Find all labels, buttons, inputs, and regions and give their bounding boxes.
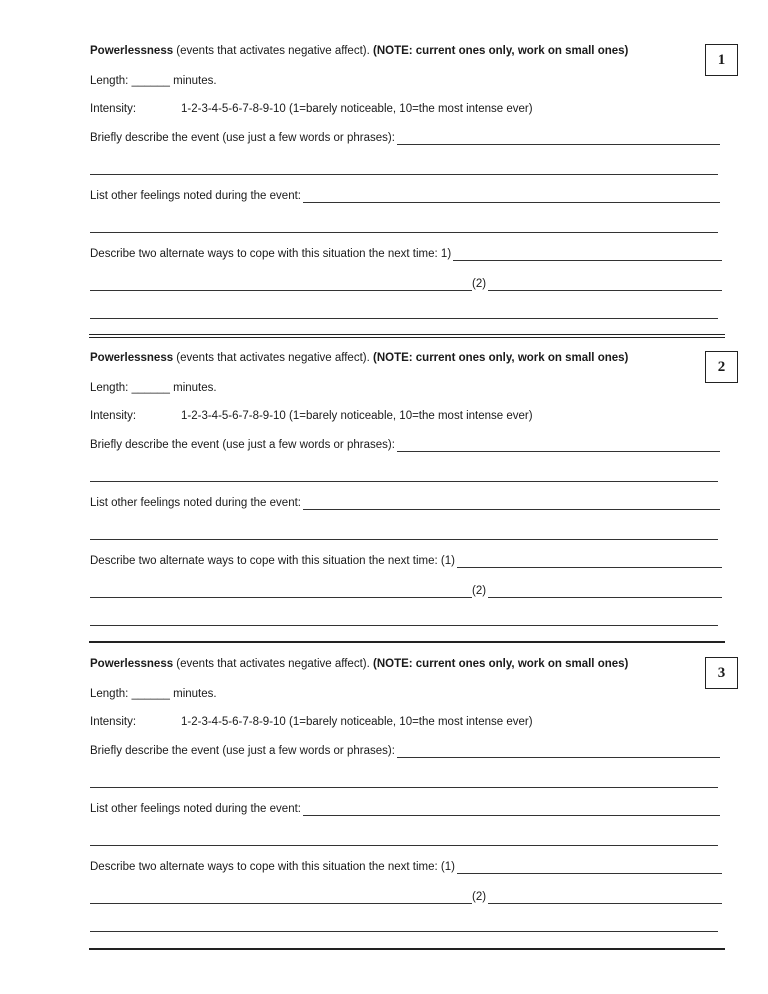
heading-description: (events that activates negative affect). xyxy=(173,45,373,57)
feelings-field[interactable] xyxy=(303,191,720,203)
cope-prompt: Describe two alternate ways to cope with this situation the next time: 1) xyxy=(90,248,452,260)
feelings-field[interactable] xyxy=(303,804,720,816)
section-number-box: 1 xyxy=(705,44,738,76)
feelings-field-line-2[interactable] xyxy=(90,539,718,540)
cope-field-2[interactable] xyxy=(488,892,722,904)
describe-event-field[interactable] xyxy=(397,440,720,452)
event-section-2 xyxy=(90,343,725,643)
length-field[interactable]: Length: ______ minutes. xyxy=(90,688,217,700)
describe-event-field[interactable] xyxy=(397,133,720,145)
intensity-scale[interactable]: 1-2-3-4-5-6-7-8-9-10 (1=barely noticeable, 10=the most intense ever) xyxy=(181,716,533,728)
intensity-row xyxy=(90,715,533,729)
section-heading xyxy=(90,351,628,365)
cope-field-2-line-2[interactable] xyxy=(90,318,718,319)
intensity-label: Intensity: xyxy=(90,410,137,422)
section-divider xyxy=(89,334,725,338)
event-section-1 xyxy=(90,36,725,336)
cope-field-2[interactable] xyxy=(488,279,722,291)
cope-row xyxy=(90,247,722,261)
cope-prompt: Describe two alternate ways to cope with this situation the next time: (1) xyxy=(90,861,455,873)
describe-event-prompt: Briefly describe the event (use just a few words or phrases): xyxy=(90,745,395,757)
section-divider xyxy=(89,948,725,950)
cope-row xyxy=(90,554,722,568)
feelings-field-line-2[interactable] xyxy=(90,232,718,233)
section-number-box: 2 xyxy=(705,351,738,383)
intensity-row xyxy=(90,409,533,423)
cope-field-2-line-2[interactable] xyxy=(90,931,718,932)
heading-title: Powerlessness xyxy=(90,45,174,57)
section-heading xyxy=(90,657,628,671)
describe-event-prompt: Briefly describe the event (use just a few words or phrases): xyxy=(90,439,395,451)
describe-event-row xyxy=(90,131,720,145)
heading-title: Powerlessness xyxy=(90,352,174,364)
cope-field-1[interactable] xyxy=(453,249,722,261)
cope-field-2[interactable] xyxy=(488,586,722,598)
length-field[interactable]: Length: ______ minutes. xyxy=(90,75,217,87)
heading-note: (NOTE: current ones only, work on small ones) xyxy=(372,352,629,364)
cope-field-1-line-2[interactable] xyxy=(90,586,472,598)
intensity-label: Intensity: xyxy=(90,716,137,728)
feelings-prompt: List other feelings noted during the event: xyxy=(90,803,301,815)
cope-field-1-line-2[interactable] xyxy=(90,892,472,904)
cope-field-1-line-2[interactable] xyxy=(90,279,472,291)
cope-field-2-line-2[interactable] xyxy=(90,625,718,626)
length-field[interactable]: Length: ______ minutes. xyxy=(90,382,217,394)
describe-event-field-line-2[interactable] xyxy=(90,787,718,788)
cope-row-2 xyxy=(90,277,722,291)
intensity-scale[interactable]: 1-2-3-4-5-6-7-8-9-10 (1=barely noticeable, 10=the most intense ever) xyxy=(181,103,533,115)
describe-event-field[interactable] xyxy=(397,746,720,758)
cope-second-label: (2) xyxy=(472,891,487,903)
describe-event-field-line-2[interactable] xyxy=(90,481,718,482)
describe-event-row xyxy=(90,744,720,758)
cope-second-label: (2) xyxy=(472,585,487,597)
describe-event-field-line-2[interactable] xyxy=(90,174,718,175)
cope-row-2 xyxy=(90,584,722,598)
cope-field-1[interactable] xyxy=(457,556,722,568)
intensity-row xyxy=(90,102,533,116)
feelings-row xyxy=(90,802,720,816)
intensity-scale[interactable]: 1-2-3-4-5-6-7-8-9-10 (1=barely noticeable, 10=the most intense ever) xyxy=(181,410,533,422)
heading-note: (NOTE: current ones only, work on small ones) xyxy=(372,658,629,670)
feelings-field[interactable] xyxy=(303,498,720,510)
heading-description: (events that activates negative affect). xyxy=(173,658,373,670)
cope-second-label: (2) xyxy=(472,278,487,290)
heading-title: Powerlessness xyxy=(90,658,174,670)
feelings-prompt: List other feelings noted during the event: xyxy=(90,497,301,509)
cope-prompt: Describe two alternate ways to cope with this situation the next time: (1) xyxy=(90,555,455,567)
feelings-row xyxy=(90,189,720,203)
section-number-box: 3 xyxy=(705,657,738,689)
describe-event-prompt: Briefly describe the event (use just a few words or phrases): xyxy=(90,132,395,144)
heading-note: (NOTE: current ones only, work on small ones) xyxy=(372,45,629,57)
heading-description: (events that activates negative affect). xyxy=(173,352,373,364)
event-section-3 xyxy=(90,649,725,949)
describe-event-row xyxy=(90,438,720,452)
intensity-label: Intensity: xyxy=(90,103,137,115)
cope-row xyxy=(90,860,722,874)
section-divider xyxy=(89,641,725,643)
section-heading xyxy=(90,44,628,58)
feelings-prompt: List other feelings noted during the event: xyxy=(90,190,301,202)
feelings-row xyxy=(90,496,720,510)
feelings-field-line-2[interactable] xyxy=(90,845,718,846)
cope-field-1[interactable] xyxy=(457,862,722,874)
cope-row-2 xyxy=(90,890,722,904)
